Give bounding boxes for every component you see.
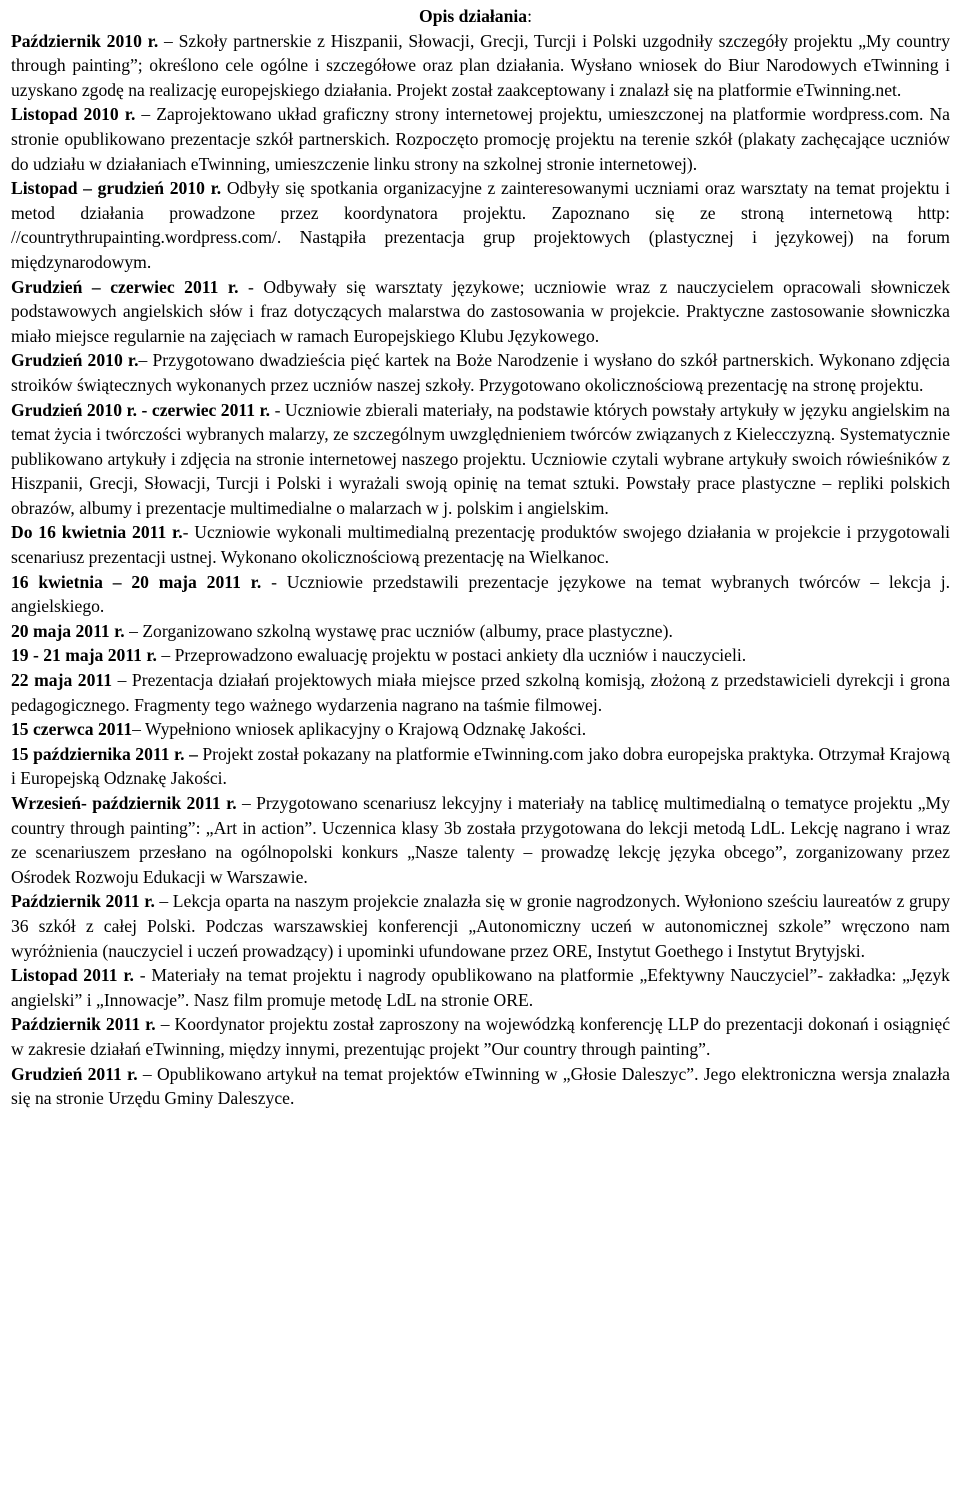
entry-date: Październik 2011 r. <box>11 891 155 912</box>
entry-text: – Przygotowano dwadzieścia pięć kartek na Boże Narodzenie i wysłano do szkół partnerskich. Wykonano zdjęcia stroików świątecznych wykonanych przez uczniów naszej szkoły. Przygotowano okolicznościową prezentację na stronę projektu. <box>11 350 950 395</box>
activity-list <box>11 29 950 1111</box>
entry-date: Grudzień 2010 r. - czerwiec 2011 r. <box>11 399 271 420</box>
activity-entry <box>11 520 950 569</box>
activity-entry <box>11 619 950 644</box>
entry-text: - Uczniowie przedstawili prezentacje językowe na temat wybranych twórców – lekcja j. angielskiego. <box>11 571 950 617</box>
entry-date: Listopad – grudzień 2010 r. <box>11 178 222 199</box>
activity-entry <box>11 348 950 397</box>
entry-text: – Szkoły partnerskie z Hiszpanii, Słowacji, Grecji, Turcji i Polski uzgodniły szczegóły projektu „My country through painting”; określono cele ogólne i szczegółowe oraz plan działania. Wysłano wniosek do Biur Narodowych eTwinning i uzyskano zgodę na realizację europejskiego działania. Projekt został zaakceptowany i znalazł się na platformie eTwinning.net. <box>11 30 950 100</box>
entry-date: Listopad 2010 r. <box>11 104 136 125</box>
entry-text: - Uczniowie wykonali multimedialną prezentację produktów swojego działania w projekcie i przygotowali scenariusz prezentacji ustnej. Wykonano okolicznościową prezentację na Wielkanoc. <box>11 522 950 568</box>
entry-text: – Lekcja oparta na naszym projekcie znalazła się w gronie nagrodzonych. Wyłoniono sześciu laureatów z grupy 36 szkół z całej Polski. Podczas warszawskiej konferencji „Autonomiczny uczeń w autonomicznej szkole” wręczono nam wyróżnienia (nauczyciel i uczeń prowadzący) i upominki ufundowane przez ORE, Instytut Goethego i Instytut Brytyjski. <box>11 891 951 961</box>
entry-date: Grudzień – czerwiec 2011 r. <box>11 276 239 297</box>
heading-title: Opis działania <box>419 6 528 26</box>
entry-text: Projekt został pokazany na platformie eTwinning.com jako dobra europejska praktyka. Otrzymał Krajową i Europejską Odznakę Jakości. <box>11 743 950 789</box>
activity-entry <box>11 963 950 1012</box>
entry-date: 19 - 21 maja 2011 r. <box>11 645 157 666</box>
document-heading <box>1 4 950 29</box>
entry-text: – Prezentacja działań projektowych miała miejsce przed szkolną komisją, złożoną z przedstawicieli dyrekcji i grona pedagogicznego. Fragmenty tego ważnego wydarzenia nagrano na taśmie filmowej. <box>11 670 951 715</box>
entry-date: Październik 2010 r. <box>11 30 159 51</box>
entry-date: Listopad 2011 r. <box>11 965 134 986</box>
activity-entry <box>11 29 950 103</box>
heading-colon: : <box>527 6 532 26</box>
entry-date: 15 czerwca 2011 <box>11 719 133 740</box>
entry-date: Do 16 kwietnia 2011 r. <box>11 522 183 543</box>
activity-entry <box>11 717 950 742</box>
entry-date: 15 października 2011 r. – <box>11 743 198 764</box>
entry-date: 22 maja 2011 <box>11 670 113 691</box>
activity-entry <box>11 176 950 274</box>
activity-entry <box>11 1062 950 1111</box>
activity-entry <box>11 668 950 717</box>
entry-text: – Wypełniono wniosek aplikacyjny o Krajową Odznakę Jakości. <box>132 719 587 740</box>
entry-text: – Opublikowano artykuł na temat projektów eTwinning w „Głosie Daleszyc”. Jego elektroniczna wersja znalazła się na stronie Urzędu Gminy Daleszyce. <box>11 1063 950 1109</box>
activity-entry <box>11 791 950 889</box>
activity-entry <box>11 398 950 521</box>
activity-entry <box>11 275 950 349</box>
entry-text: – Zaprojektowano układ graficzny strony internetowej projektu, umieszczonej na platformie wordpress.com. Na stronie opublikowano prezentacje szkół partnerskich. Rozpoczęto promocję projektu na terenie szkół (plakaty zachęcające uczniów do udziału w działaniach eTwinning, umieszczenie linku strony na szkolnej stronie internetowej). <box>11 104 950 174</box>
activity-entry <box>11 742 950 791</box>
activity-entry <box>11 1012 950 1061</box>
entry-date: 20 maja 2011 r. <box>11 620 125 641</box>
entry-date: Grudzień 2010 r. <box>11 350 139 371</box>
activity-entry <box>11 102 950 176</box>
entry-text: – Przygotowano scenariusz lekcyjny i materiały na tablicę multimedialną o tematyce projektu „My country through painting”: „Art in action”. Uczennica klasy 3b została przygotowana do lekcji metodą LdL. Lekcję nagrano i wraz ze scenariuszem przesłano na ogólnopolski konkurs „Nasze talenty – prowadzę lekcję języka obcego”, zorganizowany przez Ośrodek Rozwoju Edukacji w Warszawie. <box>11 793 950 887</box>
entry-text: - Odbywały się warsztaty językowe; uczniowie wraz z nauczycielem opracowali słowniczek podstawowych angielskich słów i fraz dotyczących malarstwa do zastosowania w projekcie. Praktyczne zastosowanie słowniczka miało miejsce regularnie na zajęciach w ramach Europejskiego Klubu Językowego. <box>11 276 950 346</box>
activity-entry <box>11 889 950 963</box>
entry-date: Październik 2011 r. <box>11 1014 156 1035</box>
entry-text: Odbyły się spotkania organizacyjne z zainteresowanymi uczniami oraz warsztaty na temat projektu i metod działania prowadzone przez koordynatora projektu. Zapoznano się ze stroną internetową http: //countrythrupainting.wordpress.com/. Nastąpiła prezentacja grup projektowych (plastycznej i językowej) na forum międzynarodowym. <box>11 178 950 272</box>
entry-date: 16 kwietnia – 20 maja 2011 r. <box>11 571 262 592</box>
activity-entry <box>11 570 950 619</box>
entry-text: – Przeprowadzono ewaluację projektu w postaci ankiety dla uczniów i nauczycieli. <box>156 645 747 666</box>
entry-text: - Materiały na temat projektu i nagrody opublikowano na platformie „Efektywny Nauczyciel”- zakładka: „Język angielski” i „Innowacje”. Nasz film promuje metodę LdL na stronie ORE. <box>11 965 950 1010</box>
entry-date: Grudzień 2011 r. <box>11 1063 138 1084</box>
entry-text: - Uczniowie zbierali materiały, na podstawie których powstały artykuły w języku angielskim na temat życia i twórczości wybranych malarzy, ze szczególnym uwzględnieniem twórców związanych z Kielecczyzną. Systematycznie publikowano artykuły i zdjęcia na stronie internetowej naszego projektu. Uczniowie czytali wybrane artykuły swoich rówieśników z Hiszpanii, Grecji, Słowacji, Turcji i Polski i wyrażali swoją opinię na temat sztuki. Powstały prace plastyczne – repliki polskich obrazów, albumy i prezentacje multimedialne o malarzach w j. polskim i angielskim. <box>11 399 950 518</box>
entry-date: Wrzesień- październik 2011 r. <box>11 793 237 813</box>
entry-text: – Zorganizowano szkolną wystawę prac uczniów (albumy, prace plastyczne). <box>124 620 673 641</box>
entry-text: – Koordynator projektu został zaproszony na wojewódzką konferencję LLP do prezentacji dokonań i osiągnięć w zakresie działań eTwinning, między innymi, prezentując projekt ”Our country through painting”. <box>11 1014 950 1059</box>
activity-entry <box>11 643 950 668</box>
